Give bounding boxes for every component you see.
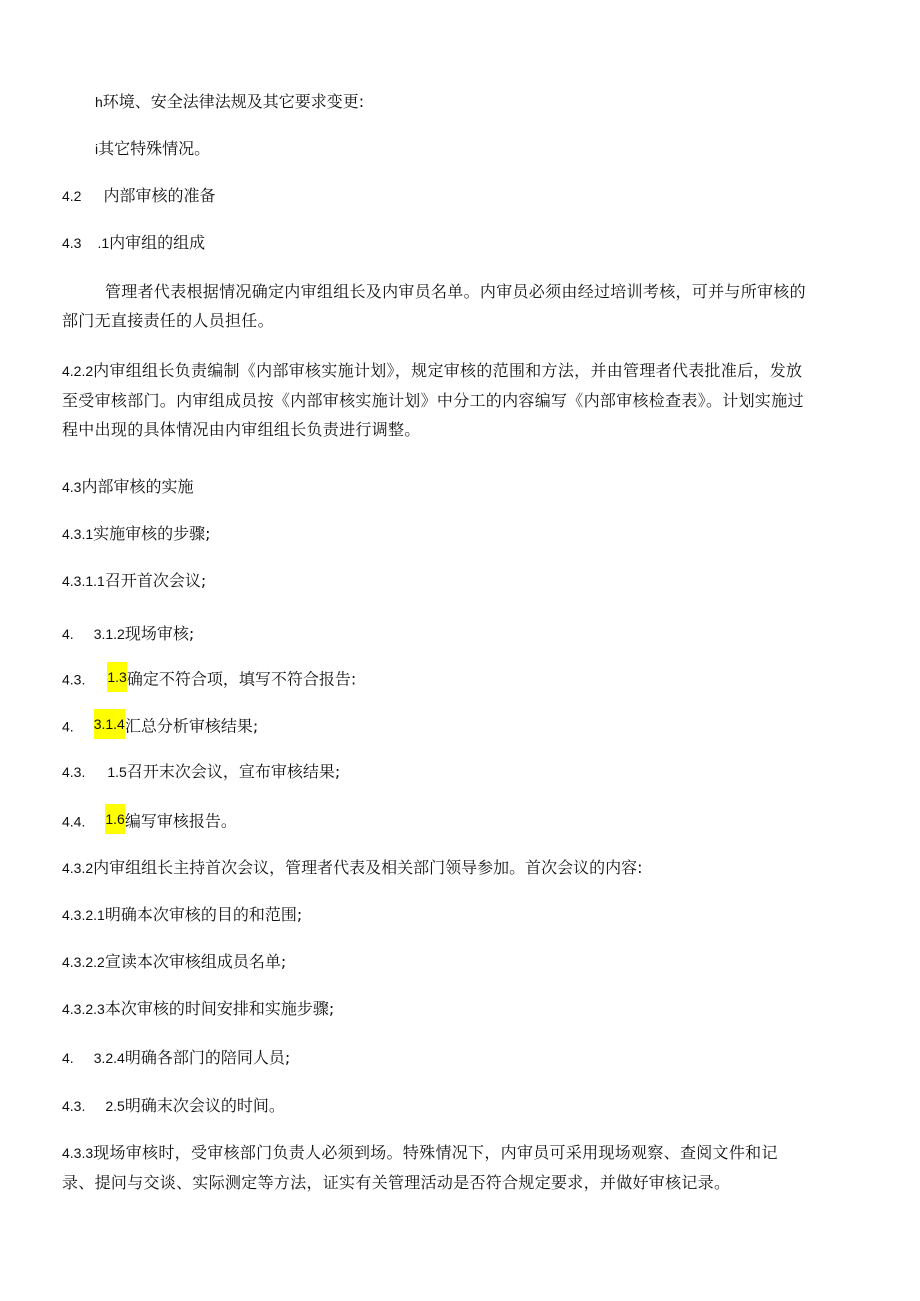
highlighted-subnumber: 3.1.4 [94, 709, 125, 739]
item-number: 4.3.2.1 [62, 907, 105, 923]
item-text: 内审组组长主持首次会议，管理者代表及相关部门领导参加。首次会议的内容: [93, 858, 643, 877]
section-heading-4-2 [62, 186, 215, 206]
item-text: 明确各部门的陪同人员; [124, 1048, 291, 1067]
item-number: 4.4. [62, 813, 86, 830]
section-title: 内部审核的实施 [81, 477, 194, 496]
item-text: 实施审核的步骤; [93, 524, 211, 543]
paragraph-audit-team [62, 277, 806, 335]
item-number: 4. [62, 1050, 74, 1066]
item-4-3-2 [62, 858, 643, 878]
section-heading-4-3 [62, 477, 193, 497]
section-number: 4.2 [62, 188, 82, 204]
item-number: 4. [62, 626, 74, 642]
section-number: 4.3 [62, 235, 82, 251]
paragraph-number: 4.3.3 [62, 1145, 94, 1161]
item-text: 召开首次会议; [104, 571, 207, 590]
item-number: 4.3.2.2 [62, 954, 105, 970]
item-4-3-1 [62, 524, 211, 544]
paragraph-text: 现场审核时，受审核部门负责人必须到场。特殊情况下，内审员可采用现场观察、查阅文件和记录、提问与交谈、实际测定等方法，证实有关管理活动是否符合规定要求，并做好审核记录。 [62, 1143, 778, 1192]
item-text: 汇总分析审核结果; [124, 716, 259, 736]
paragraph-4-3-3 [62, 1138, 806, 1197]
item-4-3-2-2 [62, 952, 286, 972]
item-subnumber: 3.2.4 [93, 1050, 125, 1066]
item-4-3-2-5 [62, 1096, 285, 1116]
item-i [95, 139, 210, 159]
section-number: 4.3 [62, 479, 82, 495]
item-text: 明确末次会议的时间。 [124, 1096, 285, 1115]
item-4-3-2-3 [62, 999, 334, 1019]
paragraph-text: 管理者代表根据情况确定内审组组长及内审员名单。内审员必须由经过培训考核，可并与所审核的部门无直接责任的人员担任。 [62, 282, 806, 330]
item-4-3-1-3 [62, 668, 356, 692]
highlighted-subnumber: 1.3 [107, 662, 126, 692]
item-4-4-1-6 [62, 810, 237, 834]
item-4-3-2-4 [62, 1048, 290, 1068]
item-subnumber: 1.5 [107, 764, 127, 780]
item-text: 明确本次审核的目的和范围; [104, 905, 303, 924]
item-subnumber: 2.5 [105, 1098, 125, 1114]
item-text: 其它特殊情况。 [98, 139, 211, 158]
item-4-3-2-1 [62, 905, 302, 925]
paragraph-text: 内审组组长负责编制《内部审核实施计划》，规定审核的范围和方法，并由管理者代表批准后，发放至受审核部门。内审组成员按《内部审核实施计划》中分工的内容编写《内部审核检查表》。计划实施过程中出现的具体情况由内审组组长负责进行调整。 [62, 361, 804, 439]
item-number: 4.3. [62, 764, 86, 780]
section-heading-4-3-1 [62, 233, 205, 253]
item-subnumber: 3.1.2 [93, 626, 125, 642]
section-title: 内部审核的准备 [103, 186, 216, 205]
item-number: 4.3.1 [62, 526, 94, 542]
item-number: 4.3.2 [62, 860, 94, 876]
item-4-3-1-4 [62, 715, 258, 739]
section-title: 内审组的组成 [109, 233, 206, 252]
item-text: 宣读本次审核组成员名单; [104, 952, 287, 971]
item-number: 4.3. [62, 1098, 86, 1114]
item-text: 环境、安全法律法规及其它要求变更: [102, 92, 365, 111]
item-number: 4.3.2.3 [62, 1001, 105, 1017]
item-4-3-1-5 [62, 762, 340, 782]
paragraph-number: 4.2.2 [62, 363, 94, 379]
paragraph-4-2-2 [62, 356, 806, 444]
item-text: 现场审核; [124, 624, 195, 643]
item-4-3-1-2 [62, 624, 194, 644]
item-h [95, 92, 364, 112]
item-prefix: h [95, 94, 103, 110]
item-prefix: i [95, 141, 99, 157]
item-number: 4.3.1.1 [62, 573, 105, 589]
item-4-3-1-1 [62, 571, 206, 591]
item-text: 本次审核的时间安排和实施步骤; [104, 999, 335, 1018]
item-number: 4. [62, 718, 74, 735]
section-subnumber: .1 [97, 235, 110, 251]
item-text: 编写审核报告。 [124, 811, 237, 831]
item-number: 4.3. [62, 671, 86, 688]
highlighted-subnumber: 1.6 [105, 804, 124, 834]
item-text: 召开末次会议，宣布审核结果; [126, 762, 341, 781]
item-text: 确定不符合项，填写不符合报告: [126, 669, 357, 689]
